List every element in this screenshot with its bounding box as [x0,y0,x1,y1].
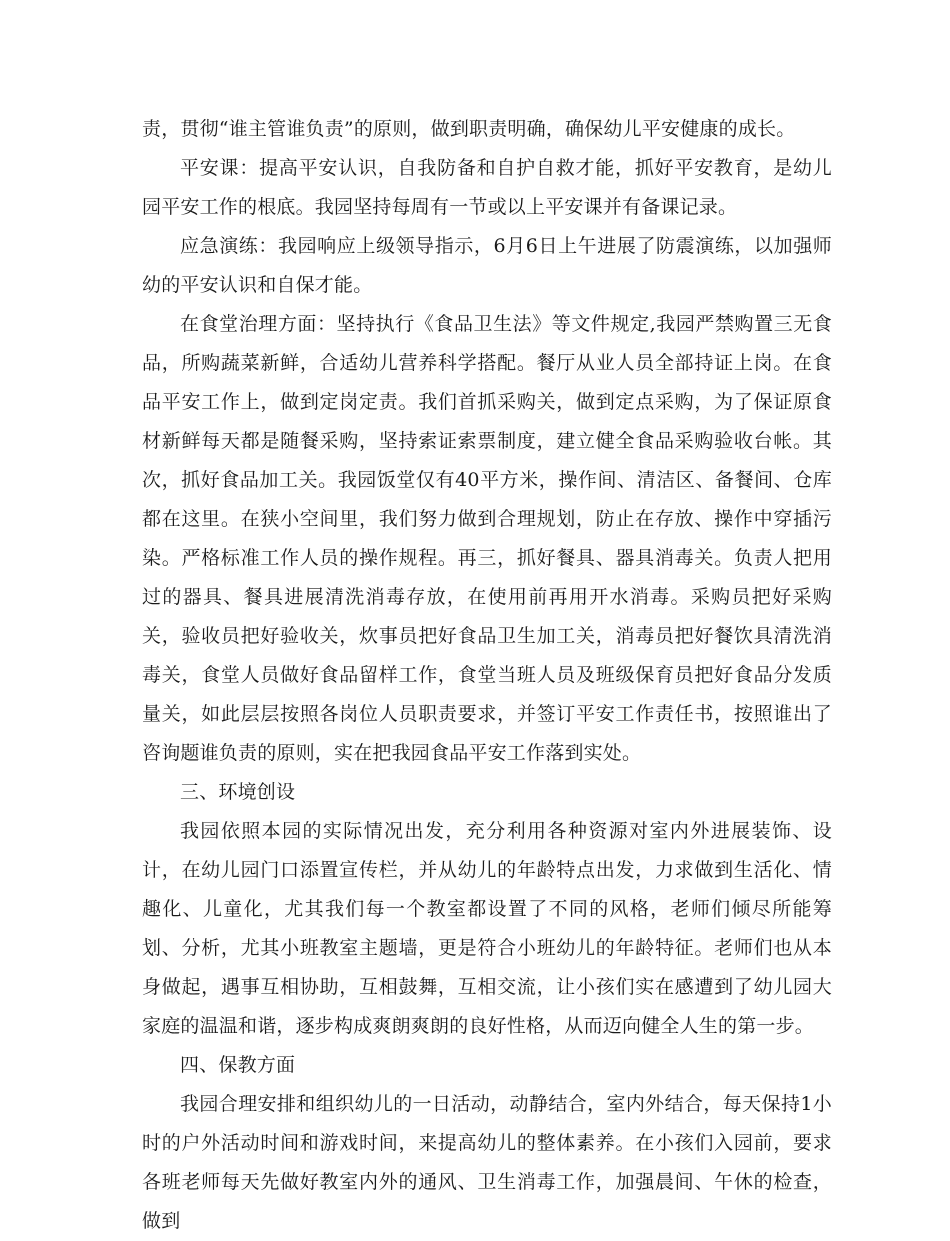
paragraph-canteen-management: 在食堂治理方面：坚持执行《食品卫生法》等文件规定,我园严禁购置三无食品，所购蔬菜新鲜，合适幼儿营养科学搭配。餐厅从业人员全部持证上岗。在食品平安工作上，做到定岗定责。我们首抓采购关，做到定点采购，为了保证原食材新鲜每天都是随餐采购，坚持索证索票制度，建立健全食品采购验收台帐。其次，抓好食品加工关。我园饭堂仅有40平方米，操作间、清洁区、备餐间、仓库都在这里。在狭小空间里，我们努力做到合理规划，防止在存放、操作中穿插污染。严格标准工作人员的操作规程。再三，抓好餐具、器具消毒关。负责人把用过的器具、餐具进展清洗消毒存放，在使用前再用开水消毒。采购员把好采购关，验收员把好验收关，炊事员把好食品卫生加工关，消毒员把好餐饮具清洗消毒关，食堂人员做好食品留样工作，食堂当班人员及班级保育员把好食品分发质量关，如此层层按照各岗位人员职责要求，并签订平安工作责任书，按照谁出了咨询题谁负责的原则，实在把我园食品平安工作落到实处。 [142,313,832,764]
paragraph-environment-creation: 我园依照本园的实际情况出发，充分利用各种资源对室内外进展装饰、设计，在幼儿园门口添置宣传栏，并从幼儿的年龄特点出发，力求做到生活化、情趣化、儿童化，尤其我们每一个教室都设置了不同的风格，老师们倾尽所能筹划、分析，尤其小班教室主题墙，更是符合小班幼儿的年龄特征。老师们也从本身做起，遇事互相协助，互相鼓舞，互相交流，让小孩们实在感遭到了幼儿园大家庭的温温和谐，逐步构成爽朗爽朗的良好性格，从而迈向健全人生的第一步。 [142,820,832,1037]
section-heading-environment: 三、环境创设 [180,781,296,803]
paragraph-responsibility-continuation: 责，贯彻“谁主管谁负责”的原则，做到职责明确，确保幼儿平安健康的成长。 [142,118,796,140]
paragraph-care-education: 我园合理安排和组织幼儿的一日活动，动静结合，室内外结合，每天保持1小时的户外活动时间和游戏时间，来提高幼儿的整体素养。在小孩们入园前，要求各班老师每天先做好教室内外的通风、卫生消毒工作，加强晨间、午休的检查，做到 [142,1093,832,1232]
document-body [142,110,832,1241]
section-heading-care-education: 四、保教方面 [180,1054,296,1076]
paragraph-emergency-drill: 应急演练：我园响应上级领导指示，6月6日上午进展了防震演练，以加强师幼的平安认识和自保才能。 [142,235,832,296]
paragraph-safety-class: 平安课：提高平安认识，自我防备和自护自救才能，抓好平安教育，是幼儿园平安工作的根底。我园坚持每周有一节或以上平安课并有备课记录。 [142,157,832,218]
